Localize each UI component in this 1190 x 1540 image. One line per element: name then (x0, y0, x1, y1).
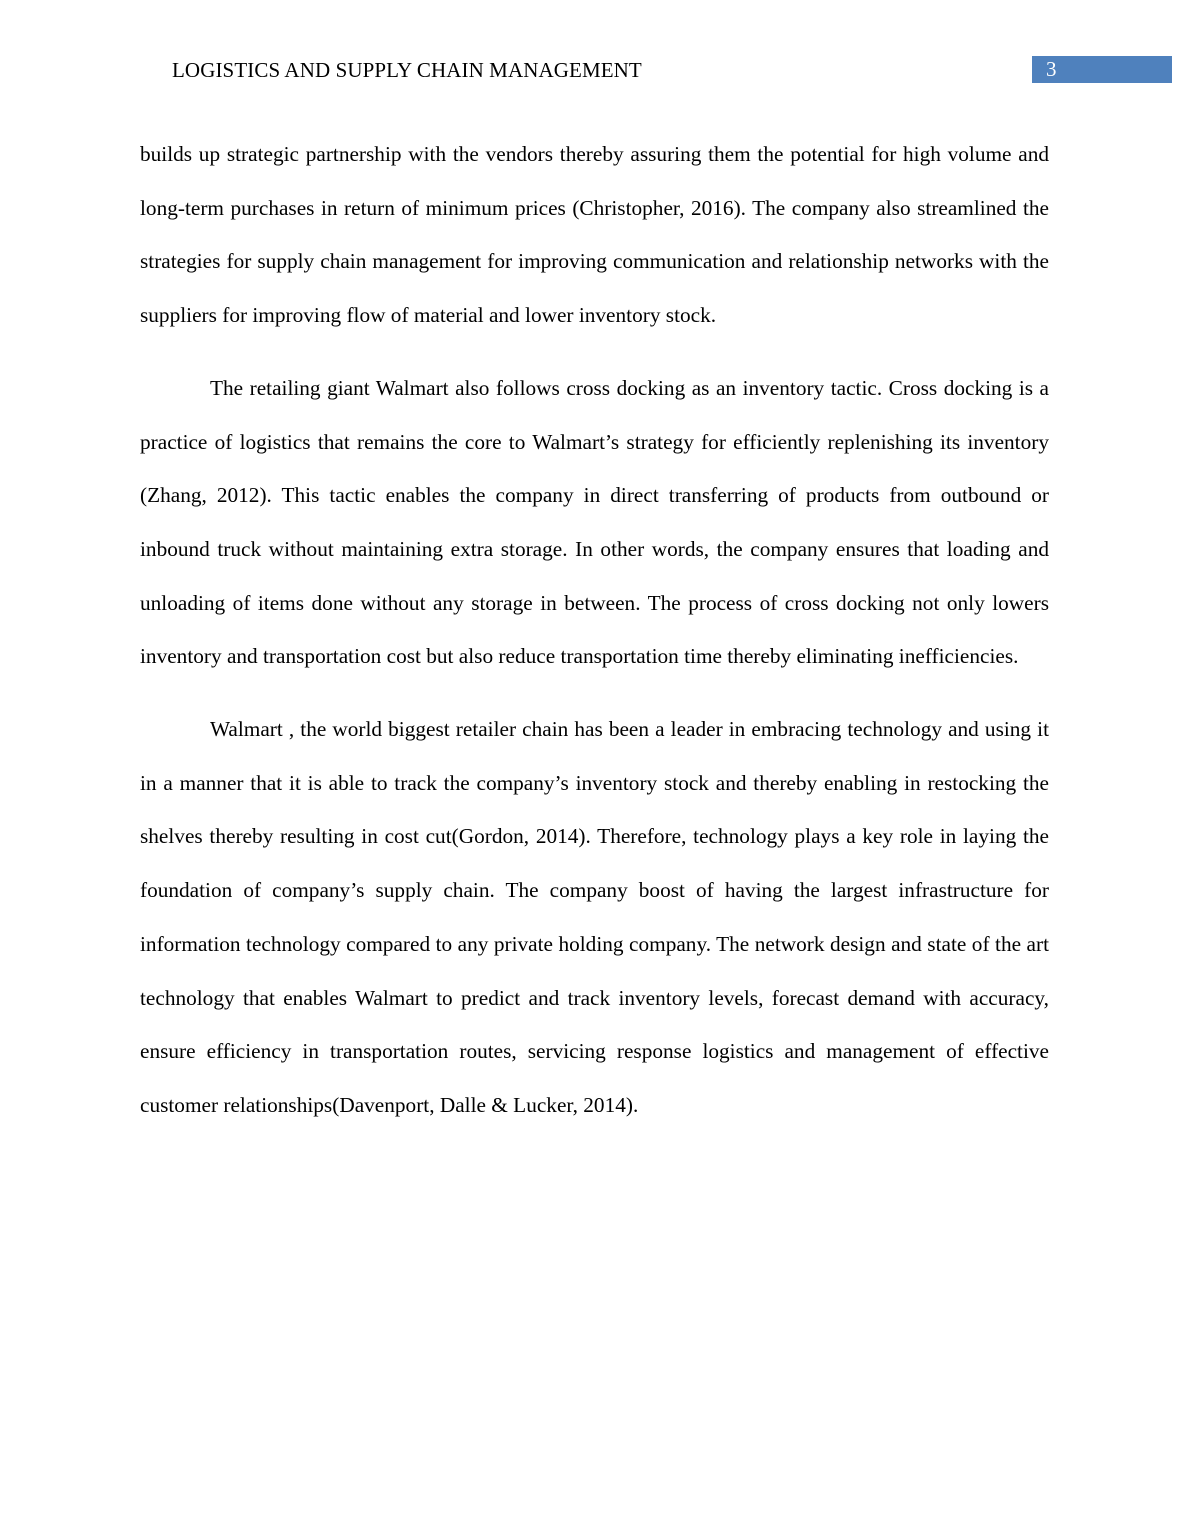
running-head: LOGISTICS AND SUPPLY CHAIN MANAGEMENT (172, 58, 642, 82)
page-header (0, 56, 1190, 86)
paragraph-1: builds up strategic partnership with the vendors thereby assuring them the potential for high volume and long-term purchases in return of minimum prices (Christopher, 2016). The company also streamlined the strategies for supply chain management for improving communication and relationship networks with the suppliers for improving flow of material and lower inventory stock. (140, 142, 1049, 328)
paragraph-3: Walmart , the world biggest retailer chain has been a leader in embracing technology and using it in a manner that it is able to track the company’s inventory stock and thereby enabling in restocking the shelves thereby resulting in cost cut(Gordon, 2014). Therefore, technology plays a key role in laying the foundation of company’s supply chain. The company boost of having the largest infrastructure for information technology compared to any private holding company. The network design and state of the art technology that enables Walmart to predict and track inventory levels, forecast demand with accuracy, ensure efficiency in transportation routes, servicing response logistics and management of effective customer relationships(Davenport, Dalle & Lucker, 2014). (140, 717, 1049, 1117)
document-body (140, 128, 1049, 1152)
paragraph-2: The retailing giant Walmart also follows cross docking as an inventory tactic. Cross docking is a practice of logistics that remains the core to Walmart’s strategy for efficiently replenishing its inventory (Zhang, 2012). This tactic enables the company in direct transferring of products from outbound or inbound truck without maintaining extra storage. In other words, the company ensures that loading and unloading of items done without any storage in between. The process of cross docking not only lowers inventory and transportation cost but also reduce transportation time thereby eliminating inefficiencies. (140, 375, 1049, 669)
page-number: 3 (1046, 57, 1057, 81)
page-number-box (1032, 56, 1172, 83)
